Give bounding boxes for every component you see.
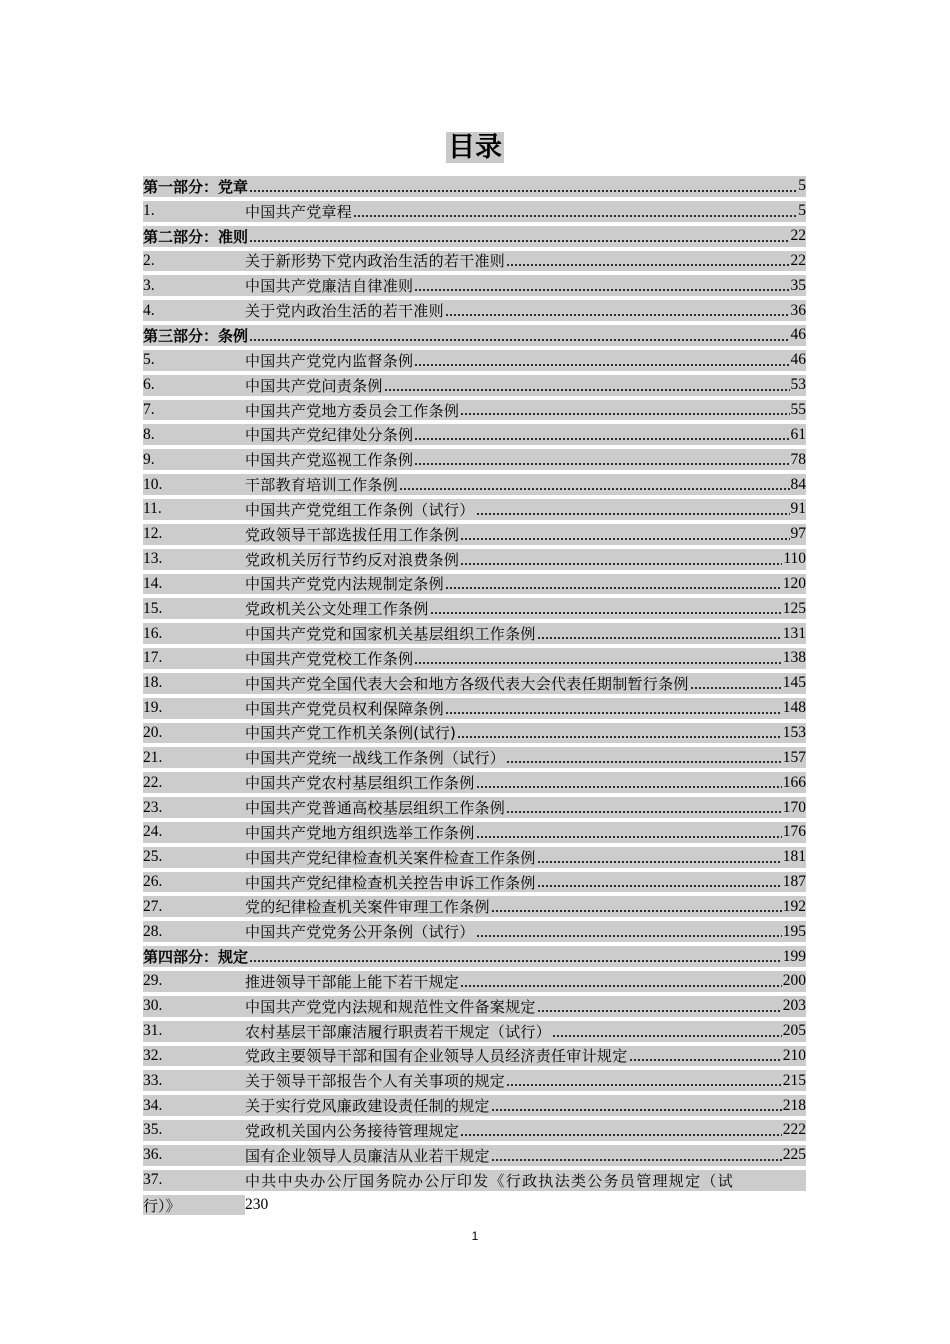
toc-section-row[interactable] (143, 174, 806, 199)
toc-entry-label: 农村基层干部廉洁履行职责若干规定（试行） (245, 1022, 552, 1041)
toc-page-number: 181 (782, 848, 806, 866)
toc-entry-row[interactable] (143, 1118, 806, 1143)
toc-entry-row[interactable] (143, 1068, 806, 1093)
dot-leader (460, 985, 782, 987)
dot-leader (249, 960, 782, 962)
toc-entry-row[interactable] (143, 845, 806, 870)
dot-leader (460, 1134, 782, 1136)
toc-page-number: 91 (790, 500, 806, 518)
page-title-text: 目录 (448, 132, 502, 163)
toc-entry-label: 中国共产党全国代表大会和地方各级代表大会代表任期制暂行条例 (245, 674, 689, 693)
toc-entry-row[interactable] (143, 919, 806, 944)
dot-leader (414, 364, 789, 366)
toc-entry-number: 34. (143, 1096, 163, 1114)
dot-leader (506, 761, 782, 763)
toc-entry-row[interactable] (143, 870, 806, 895)
toc-entry-label: 中国共产党农村基层组织工作条例 (245, 774, 475, 793)
toc-entry-number: 14. (143, 574, 163, 592)
toc-entry-number: 17. (143, 649, 163, 667)
toc-entry-label: 中国共产党问责条例 (245, 376, 383, 395)
toc-entry-row[interactable] (143, 249, 806, 274)
toc-entry-row[interactable] (143, 795, 806, 820)
toc-entry-label: 中国共产党纪律检查机关控告申诉工作条例 (245, 873, 536, 892)
toc-entry-row[interactable] (143, 894, 806, 919)
toc-entry-number: 25. (143, 848, 163, 866)
toc-entry-row[interactable] (143, 1019, 806, 1044)
dot-leader (537, 885, 782, 887)
dot-leader (445, 587, 782, 589)
toc-entry-number: 29. (143, 972, 163, 990)
toc-section-label: 第四部分：规定 (143, 948, 249, 967)
toc-entry-label: 中国共产党纪律处分条例 (245, 426, 414, 445)
toc-page-number: 46 (790, 351, 806, 369)
dot-leader (506, 811, 782, 813)
toc-entry-row[interactable] (143, 646, 806, 671)
dot-leader (384, 389, 790, 391)
dot-leader (249, 240, 789, 242)
dot-leader (414, 289, 789, 291)
toc-page-number: 84 (790, 475, 806, 493)
toc-page-number: 195 (782, 922, 806, 940)
toc-entry-number: 27. (143, 897, 163, 915)
toc-entry-label: 推进领导干部能上能下若干规定 (245, 972, 460, 991)
toc-entry-label: 党政机关国内公务接待管理规定 (245, 1121, 460, 1140)
toc-page-number: 97 (790, 525, 806, 543)
toc-page-number: 53 (790, 376, 806, 394)
toc-entry-row[interactable] (143, 745, 806, 770)
toc-entry-row[interactable] (143, 621, 806, 646)
dot-leader (506, 1084, 782, 1086)
toc-entry-label: 国有企业领导人员廉洁从业若干规定 (245, 1146, 490, 1165)
dot-leader (476, 786, 782, 788)
toc-page-number: 131 (782, 624, 806, 642)
dot-leader (537, 1010, 782, 1012)
toc-entry-number: 22. (143, 773, 163, 791)
toc-entry-row[interactable] (143, 522, 806, 547)
toc-page-number: 170 (782, 798, 806, 816)
toc-entry-number: 35. (143, 1121, 163, 1139)
dot-leader (430, 612, 782, 614)
toc-entry-label: 中国共产党地方组织选举工作条例 (245, 823, 475, 842)
toc-entry-number: 23. (143, 798, 163, 816)
toc-page-number: 203 (782, 997, 806, 1015)
toc-entry-row[interactable] (143, 273, 806, 298)
toc-entry-row[interactable] (143, 422, 806, 447)
toc-entry-label: 中国共产党党内法规制定条例 (245, 575, 444, 594)
toc-entry-row[interactable] (143, 199, 806, 224)
toc-entry-label: 中国共产党廉洁自律准则 (245, 277, 414, 296)
toc-section-row[interactable] (143, 323, 806, 348)
toc-page-number: 120 (782, 574, 806, 592)
toc-page-number: 218 (782, 1096, 806, 1114)
toc-section-label: 第一部分：党章 (143, 177, 249, 196)
toc-entry-continuation-row[interactable] (143, 1193, 806, 1218)
toc-entry-number: 6. (143, 376, 155, 394)
dot-leader (690, 687, 782, 689)
dot-leader (399, 488, 789, 490)
toc-entry-number: 32. (143, 1046, 163, 1064)
dot-leader (249, 339, 789, 341)
toc-page-number: 215 (782, 1071, 806, 1089)
toc-entry-label: 中国共产党党和国家机关基层组织工作条例 (245, 625, 536, 644)
toc-entry-row[interactable] (143, 1143, 806, 1168)
toc-page-number: 153 (782, 723, 806, 741)
dot-leader (629, 1059, 782, 1061)
toc-page-number: 176 (782, 823, 806, 841)
toc-entry-label: 中国共产党地方委员会工作条例 (245, 401, 460, 420)
dot-leader (414, 662, 781, 664)
toc-entry-row[interactable] (143, 398, 806, 423)
toc-section-label: 第二部分：准则 (143, 227, 249, 246)
toc-entry-row[interactable] (143, 596, 806, 621)
dot-leader (460, 538, 789, 540)
toc-entry-label: 党政机关厉行节约反对浪费条例 (245, 550, 460, 569)
toc-entry-number: 20. (143, 723, 163, 741)
toc-entry-row[interactable] (143, 497, 806, 522)
toc-page-number: 145 (782, 674, 806, 692)
toc-entry-number: 13. (143, 550, 163, 568)
toc-entry-number: 30. (143, 997, 163, 1015)
toc-entry-number: 1. (143, 202, 155, 220)
toc-entry-row[interactable] (143, 671, 806, 696)
toc-page-number: 35 (790, 276, 806, 294)
toc-entry-number: 18. (143, 674, 163, 692)
toc-entry-number: 2. (143, 251, 155, 269)
toc-page-number: 187 (782, 873, 806, 891)
toc-entry-number: 3. (143, 276, 155, 294)
dot-leader (249, 190, 797, 192)
dot-leader (491, 910, 782, 912)
toc-entry-label: 党政主要领导干部和国有企业领导人员经济责任审计规定 (245, 1047, 628, 1066)
toc-page-number: 192 (782, 897, 806, 915)
toc-entry-row[interactable] (143, 696, 806, 721)
toc-entry-label: 中国共产党党内监督条例 (245, 351, 414, 370)
toc-page-number: 5 (798, 202, 806, 220)
toc-entry-label: 中国共产党章程 (245, 202, 353, 221)
dot-leader (491, 1159, 782, 1161)
toc-entry-label: 关于领导干部报告个人有关事项的规定 (245, 1072, 506, 1091)
toc-entry-label: 党政领导干部选拔任用工作条例 (245, 525, 460, 544)
toc-entry-row[interactable] (143, 373, 806, 398)
toc-entry-row[interactable] (143, 721, 806, 746)
toc-entry-row[interactable] (143, 969, 806, 994)
toc-page-number: 166 (782, 773, 806, 791)
toc-entry-label: 中共中央办公厅国务院办公厅印发《行政执法类公务员管理规定（试 (245, 1171, 735, 1190)
dot-leader (537, 637, 782, 639)
dot-leader (552, 1035, 782, 1037)
toc-entry-label: 中国共产党工作机关条例(试行) (245, 724, 457, 743)
toc-page-number: 225 (782, 1146, 806, 1164)
toc-entry-number: 11. (143, 500, 162, 518)
table-of-contents (143, 174, 806, 1217)
toc-entry-number: 36. (143, 1146, 163, 1164)
dot-leader (414, 463, 789, 465)
dot-leader (476, 935, 782, 937)
toc-section-row[interactable] (143, 944, 806, 969)
toc-entry-label: 中国共产党党内法规和规范性文件备案规定 (245, 997, 536, 1016)
toc-entry-number: 12. (143, 525, 163, 543)
toc-entry-number: 4. (143, 301, 155, 319)
toc-entry-label: 党政机关公文处理工作条例 (245, 600, 429, 619)
toc-entry-number: 9. (143, 450, 155, 468)
toc-page-number: 210 (782, 1046, 806, 1064)
toc-entry-row[interactable] (143, 994, 806, 1019)
toc-page-number: 22 (790, 227, 806, 245)
toc-entry-label-continued: 行）》 (143, 1196, 181, 1215)
dot-leader (414, 438, 789, 440)
toc-entry-row[interactable] (143, 547, 806, 572)
toc-entry-label: 中国共产党统一战线工作条例（试行） (245, 749, 506, 768)
toc-entry-number: 33. (143, 1071, 163, 1089)
toc-entry-number: 7. (143, 401, 155, 419)
toc-entry-label: 关于新形势下党内政治生活的若干准则 (245, 252, 506, 271)
toc-page-number: 78 (790, 450, 806, 468)
toc-page-number: 22 (790, 251, 806, 269)
dot-leader (460, 413, 789, 415)
toc-entry-row[interactable] (143, 348, 806, 373)
dot-leader (476, 836, 782, 838)
toc-entry-number: 31. (143, 1022, 163, 1040)
toc-entry-label: 中国共产党党务公开条例（试行） (245, 923, 475, 942)
dot-leader (476, 513, 790, 515)
toc-entry-label: 党的纪律检查机关案件审理工作条例 (245, 898, 490, 917)
dot-leader (353, 215, 797, 217)
toc-entry-number: 8. (143, 425, 155, 443)
toc-page-number: 36 (790, 301, 806, 319)
toc-entry-number: 26. (143, 873, 163, 891)
toc-entry-row[interactable] (143, 770, 806, 795)
toc-page-number: 200 (782, 972, 806, 990)
toc-section-row[interactable] (143, 224, 806, 249)
toc-entry-number: 28. (143, 922, 163, 940)
toc-page-number: 55 (790, 401, 806, 419)
toc-entry-number: 5. (143, 351, 155, 369)
footer-page-number: 1 (471, 1229, 479, 1243)
toc-entry-row[interactable] (143, 447, 806, 472)
toc-entry-number: 37. (143, 1171, 163, 1189)
toc-entry-label: 干部教育培训工作条例 (245, 476, 399, 495)
toc-page-number: 222 (782, 1121, 806, 1139)
toc-entry-label: 中国共产党党员权利保障条例 (245, 699, 444, 718)
toc-entry-number: 15. (143, 599, 163, 617)
toc-entry-label: 中国共产党普通高校基层组织工作条例 (245, 799, 506, 818)
toc-page-number: 199 (782, 947, 806, 965)
toc-entry-label: 中国共产党党校工作条例 (245, 649, 414, 668)
toc-entry-row[interactable] (143, 1168, 806, 1193)
toc-entry-row[interactable] (143, 298, 806, 323)
toc-page-number: 5 (798, 177, 806, 195)
dot-leader (445, 314, 790, 316)
toc-entry-label: 关于党内政治生活的若干准则 (245, 302, 444, 321)
toc-entry-label: 中国共产党党组工作条例（试行） (245, 500, 475, 519)
toc-section-label: 第三部分：条例 (143, 326, 249, 345)
toc-page-number: 46 (790, 326, 806, 344)
dot-leader (537, 861, 782, 863)
toc-entry-label: 中国共产党纪律检查机关案件检查工作条例 (245, 848, 536, 867)
toc-entry-row[interactable] (143, 1093, 806, 1118)
toc-page-number: 61 (790, 425, 806, 443)
dot-leader (491, 1109, 782, 1111)
toc-entry-label: 关于实行党风廉政建设责任制的规定 (245, 1097, 490, 1116)
page-title (0, 128, 950, 168)
dot-leader (457, 736, 782, 738)
toc-page-number: 148 (782, 699, 806, 717)
toc-page-number: 205 (782, 1022, 806, 1040)
toc-entry-number: 10. (143, 475, 163, 493)
toc-entry-number: 19. (143, 699, 163, 717)
toc-entry-number: 21. (143, 748, 163, 766)
dot-leader (506, 264, 789, 266)
toc-page-number: 230 (245, 1196, 269, 1214)
toc-entry-row[interactable] (143, 572, 806, 597)
toc-entry-row[interactable] (143, 472, 806, 497)
toc-page-number: 138 (782, 649, 806, 667)
toc-entry-label: 中国共产党巡视工作条例 (245, 451, 414, 470)
toc-entry-row[interactable] (143, 1044, 806, 1069)
toc-entry-number: 16. (143, 624, 163, 642)
toc-page-number: 125 (782, 599, 806, 617)
toc-entry-row[interactable] (143, 820, 806, 845)
toc-page-number: 157 (782, 748, 806, 766)
toc-page-number: 110 (783, 550, 806, 568)
dot-leader (445, 712, 782, 714)
dot-leader (460, 563, 782, 565)
toc-entry-number: 24. (143, 823, 163, 841)
